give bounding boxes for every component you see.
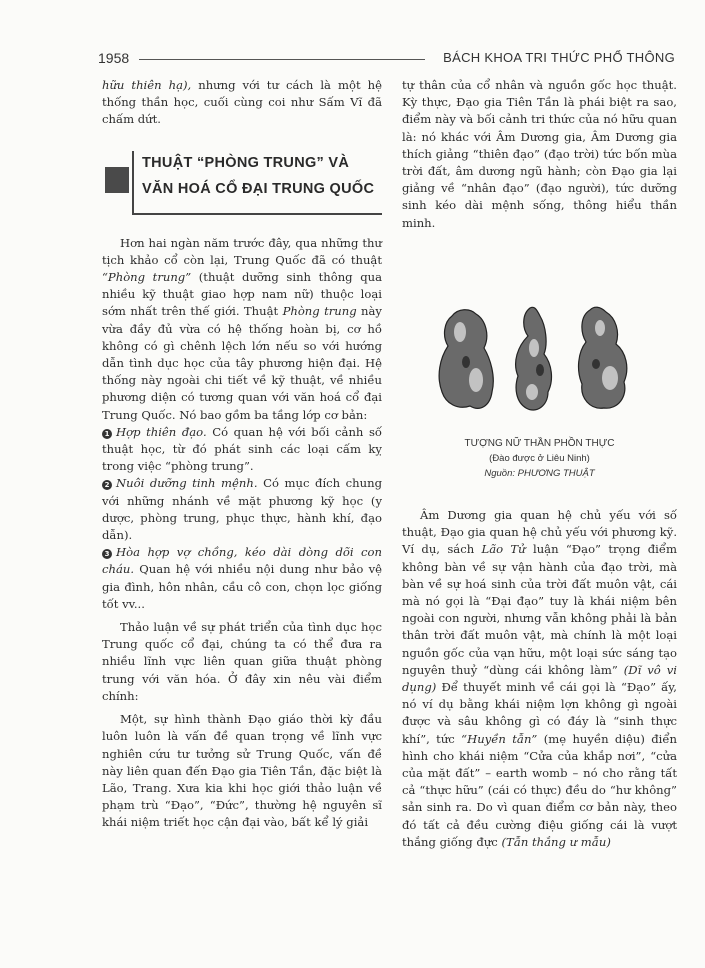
fertility-statues-image <box>430 288 650 428</box>
italic-phrase: Hòa hợp vợ chồng, kéo dài dòng dõi con cháu. <box>102 545 382 577</box>
continued-paragraph <box>102 77 382 129</box>
paragraph-text: (thuật dưỡng sinh thông qua nhiều kỹ thuật giao hợp nam nữ) thuộc loại sớm nhất trên thế giới. Thuật <box>102 270 382 319</box>
right-column-lower <box>402 507 677 851</box>
body-paragraph: Một, sự hình thành Đạo giáo thời kỳ đầu luôn luôn là vấn đề quan trọng về lĩnh vực nghiên cứu tư tưởng sử Trung Quốc, vấn đề này liên quan đến Đạo gia Tiên Tần, đặc biệt là Lão, Trang. Xưa kia khi học giới thảo luận về phạm trù “Đạo”, “Đức”, thường hệ nguyên sĩ khái niệm triết học cận đại vào, bất kể lý giải <box>102 712 382 830</box>
paragraph-text: Quan hệ với nhiều nội dung như bảo vệ gia đình, hôn nhân, cầu cô con, chọn lọc giống tốt vv... <box>102 562 382 611</box>
italic-phrase: “Huyền tẫn” <box>461 731 538 746</box>
italic-phrase: Nuôi dưỡng tinh mệnh. <box>116 476 258 491</box>
number-bullet-icon: 1 <box>102 429 112 439</box>
italic-phrase: hữu thiên hạ), <box>102 78 192 92</box>
section-heading <box>102 151 382 221</box>
body-paragraph <box>402 507 677 851</box>
italic-phrase: Hợp thiên đạo. <box>116 424 207 439</box>
paragraph-text: này vừa đầy đủ vừa có hệ thống hoàn bị, cơ hồ không có gì chênh lệch lớn nếu so với hướng dẫn tình dục học của tây phương hiện đại. Hệ thống này ngoài chi tiết về kỹ thuật, về nhiều phương diện có tương quan với văn hoá cổ đại Trung Quốc. Nó bao gồm ba tầng lớp cơ bản: <box>102 304 382 422</box>
list-item <box>102 544 382 613</box>
paragraph-text: Để thuyết minh về cái gọi là “Đạo” ấy, nó ví dụ bằng khái niệm lợn không gì ngoài được và sâu không gì có đáy là “sinh thực khí”, tức <box>402 680 677 746</box>
heading-marker-icon <box>105 167 129 193</box>
left-column <box>102 77 382 832</box>
paragraph-text: Âm Dương gia quan hệ chủ yếu với số thuật, Đạo gia quan hệ chủ yếu với phương kỹ. Ví dụ, sách <box>402 508 677 557</box>
number-bullet-icon: 2 <box>102 480 112 490</box>
body-paragraph: tự thân của cổ nhân và nguồn gốc học thuật. Kỳ thực, Đạo gia Tiên Tần là phái biệt ra sao, điểm này và bối cảnh tri thức của nó hữu quan là: nó khác với Âm Dương gia, Âm Dương gia thích giảng “thiên đạo” (đạo trời) tức bốn mùa trời đất, âm dương ngũ hành; còn Đạo gia lại giảng về “nhân đạo” (đạo người), tức dưỡng sinh kéo dài mệnh sống, thông hiểu thần minh. <box>402 78 677 230</box>
running-title: BÁCH KHOA TRI THỨC PHỔ THÔNG <box>443 50 675 65</box>
body-paragraph: Thảo luận về sự phát triển của tình dục học Trung quốc cổ đại, chúng ta có thể đưa ra nhiều lĩnh vực liên quan giữa thuật phòng trung với văn hóa. Ở đây xin nêu vài điểm chính: <box>102 620 382 703</box>
figure <box>402 288 677 488</box>
number-bullet-icon: 3 <box>102 549 112 559</box>
figure-caption-subtitle: (Đào được ở Liêu Ninh) <box>489 453 590 464</box>
paragraph-text: (mẹ huyền diệu) điển hình cho khái niệm “Cửa của khắp nơi”, “cửa của mặt đất” – earth womb – nó cho rằng tất cả “thực hữu” (cái có thực) đều do “hư không” sản sinh ra. Do vì quan điểm cơ bản này, theo đó tất cả đều cường điệu giống cái là vượt thắng giống đực <box>402 731 677 849</box>
running-head <box>95 49 675 69</box>
italic-phrase: Phòng trung <box>282 304 357 319</box>
heading-line-2: VĂN HOÁ CỔ ĐẠI TRUNG QUỐC <box>142 180 375 197</box>
paragraph-text: Có quan hệ với bối cảnh số thuật học, từ đó phát sinh các loại cấm kỵ trong việc “phòng trung”. <box>102 424 382 474</box>
figure-caption-source: Nguồn: PHƯƠNG THUẬT <box>484 468 595 479</box>
paragraph-text: nhưng với tư cách là một hệ thống thần học, cuối cùng coi như Sấm Vĩ đã chấm dứt. <box>102 78 382 127</box>
paragraph-text: luận “Đạo” trọng điểm không bàn về sự vận hành của đạo trời, mà bàn về sự hoá sinh của trời đất muôn vật, cái mà nó gọi là “Đại đạo” tuy là khái niệm bên ngoài con người, nhưng vẫn không phải là bản thân trời đất muôn vật, mà chính là một loại nguồn gốc của vạn hữu, một loại sức sáng tạo nguyên thuỷ “dùng cái không làm” <box>402 542 677 677</box>
header-rule <box>139 59 425 60</box>
italic-phrase: (Dĩ vô vi dụng) <box>402 662 677 695</box>
italic-phrase: (Tẫn thắng ư mẫu) <box>501 834 611 849</box>
intro-paragraph <box>102 235 382 424</box>
list-item <box>102 475 382 544</box>
right-column-upper <box>402 77 677 232</box>
paragraph-text: Hơn hai ngàn năm trước đây, qua những thư tịch khảo cổ còn lại, Trung Quốc đã có thuật <box>102 235 382 267</box>
italic-phrase: Lão Tử <box>481 542 526 557</box>
heading-line-1: THUẬT “PHÒNG TRUNG” VÀ <box>142 154 350 171</box>
page-number: 1958 <box>98 50 130 66</box>
figure-caption-title: TƯỢNG NỮ THẦN PHỒN THỰC <box>464 438 615 449</box>
italic-phrase: “Phòng trung” <box>102 270 192 285</box>
list-item <box>102 424 382 476</box>
heading-frame <box>132 151 382 215</box>
paragraph-text: Có mục đích chung với những nhánh về mặt phương kỹ học (y dược, phòng trung, phục thực, hành khí, đạo dẫn). <box>102 476 382 543</box>
